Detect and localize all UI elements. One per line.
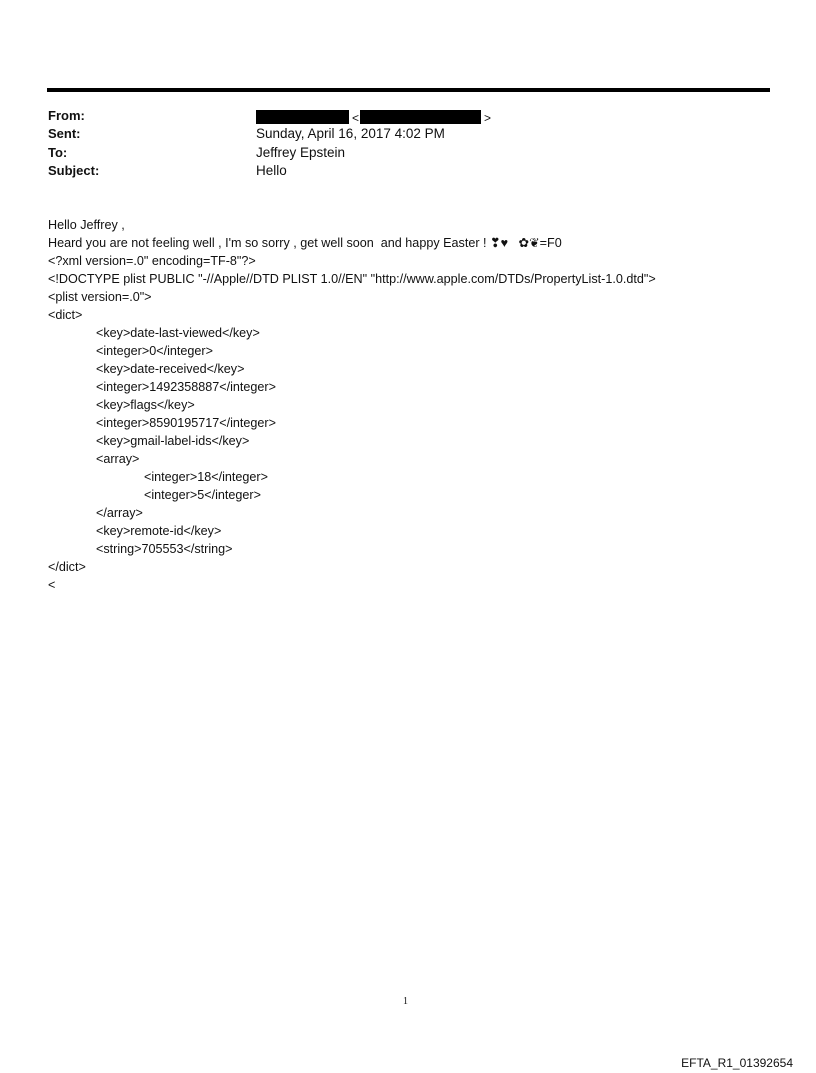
email-open-bracket: < bbox=[352, 111, 360, 125]
plist-line: <key>flags</key> bbox=[96, 398, 195, 412]
plist-line: <array> bbox=[96, 452, 140, 466]
to-value: Jeffrey Epstein bbox=[256, 145, 346, 160]
plist-line: <string>705553</string> bbox=[96, 542, 233, 556]
header-rule bbox=[47, 88, 770, 92]
plist-line: <key>gmail-label-ids</key> bbox=[96, 434, 250, 448]
redacted-sender-email bbox=[360, 110, 481, 124]
plist-line: <integer>18</integer> bbox=[144, 470, 268, 484]
subject-label: Subject: bbox=[48, 163, 100, 178]
redacted-sender-name bbox=[256, 110, 349, 124]
plist-line: <integer>5</integer> bbox=[144, 488, 261, 502]
doctype-line: <!DOCTYPE plist PUBLIC "-//Apple//DTD PLIST 1.0//EN" "http://www.apple.com/DTDs/PropertyList-1.0.dtd"> bbox=[48, 272, 656, 286]
to-label: To: bbox=[48, 145, 68, 160]
plist-line: <integer>0</integer> bbox=[96, 344, 213, 358]
xml-declaration-line: <?xml version=.0" encoding=TF-8"?> bbox=[48, 254, 256, 268]
trailing-bracket-line: < bbox=[48, 578, 56, 592]
plist-line: <integer>1492358887</integer> bbox=[96, 380, 276, 394]
plist-line: </array> bbox=[96, 506, 143, 520]
plist-line: <key>remote-id</key> bbox=[96, 524, 222, 538]
sent-label: Sent: bbox=[48, 126, 81, 141]
plist-open-line: <plist version=.0"> bbox=[48, 290, 152, 304]
from-label: From: bbox=[48, 108, 85, 123]
plist-line: <integer>8590195717</integer> bbox=[96, 416, 276, 430]
sent-value: Sunday, April 16, 2017 4:02 PM bbox=[256, 126, 445, 141]
plist-line: <key>date-received</key> bbox=[96, 362, 245, 376]
message-line: Heard you are not feeling well , I'm so sorry , get well soon and happy Easter ! ❣♥ ✿❦=F0 bbox=[48, 236, 562, 250]
email-close-bracket: > bbox=[484, 111, 492, 125]
subject-value: Hello bbox=[256, 163, 287, 178]
email-body bbox=[48, 216, 656, 594]
greeting-line: Hello Jeffrey , bbox=[48, 218, 125, 232]
dict-open-line: <dict> bbox=[48, 308, 83, 322]
plist-line: <key>date-last-viewed</key> bbox=[96, 326, 260, 340]
bates-number: EFTA_R1_01392654 bbox=[681, 1056, 793, 1070]
dict-close-line: </dict> bbox=[48, 560, 86, 574]
page-number: 1 bbox=[403, 996, 408, 1007]
